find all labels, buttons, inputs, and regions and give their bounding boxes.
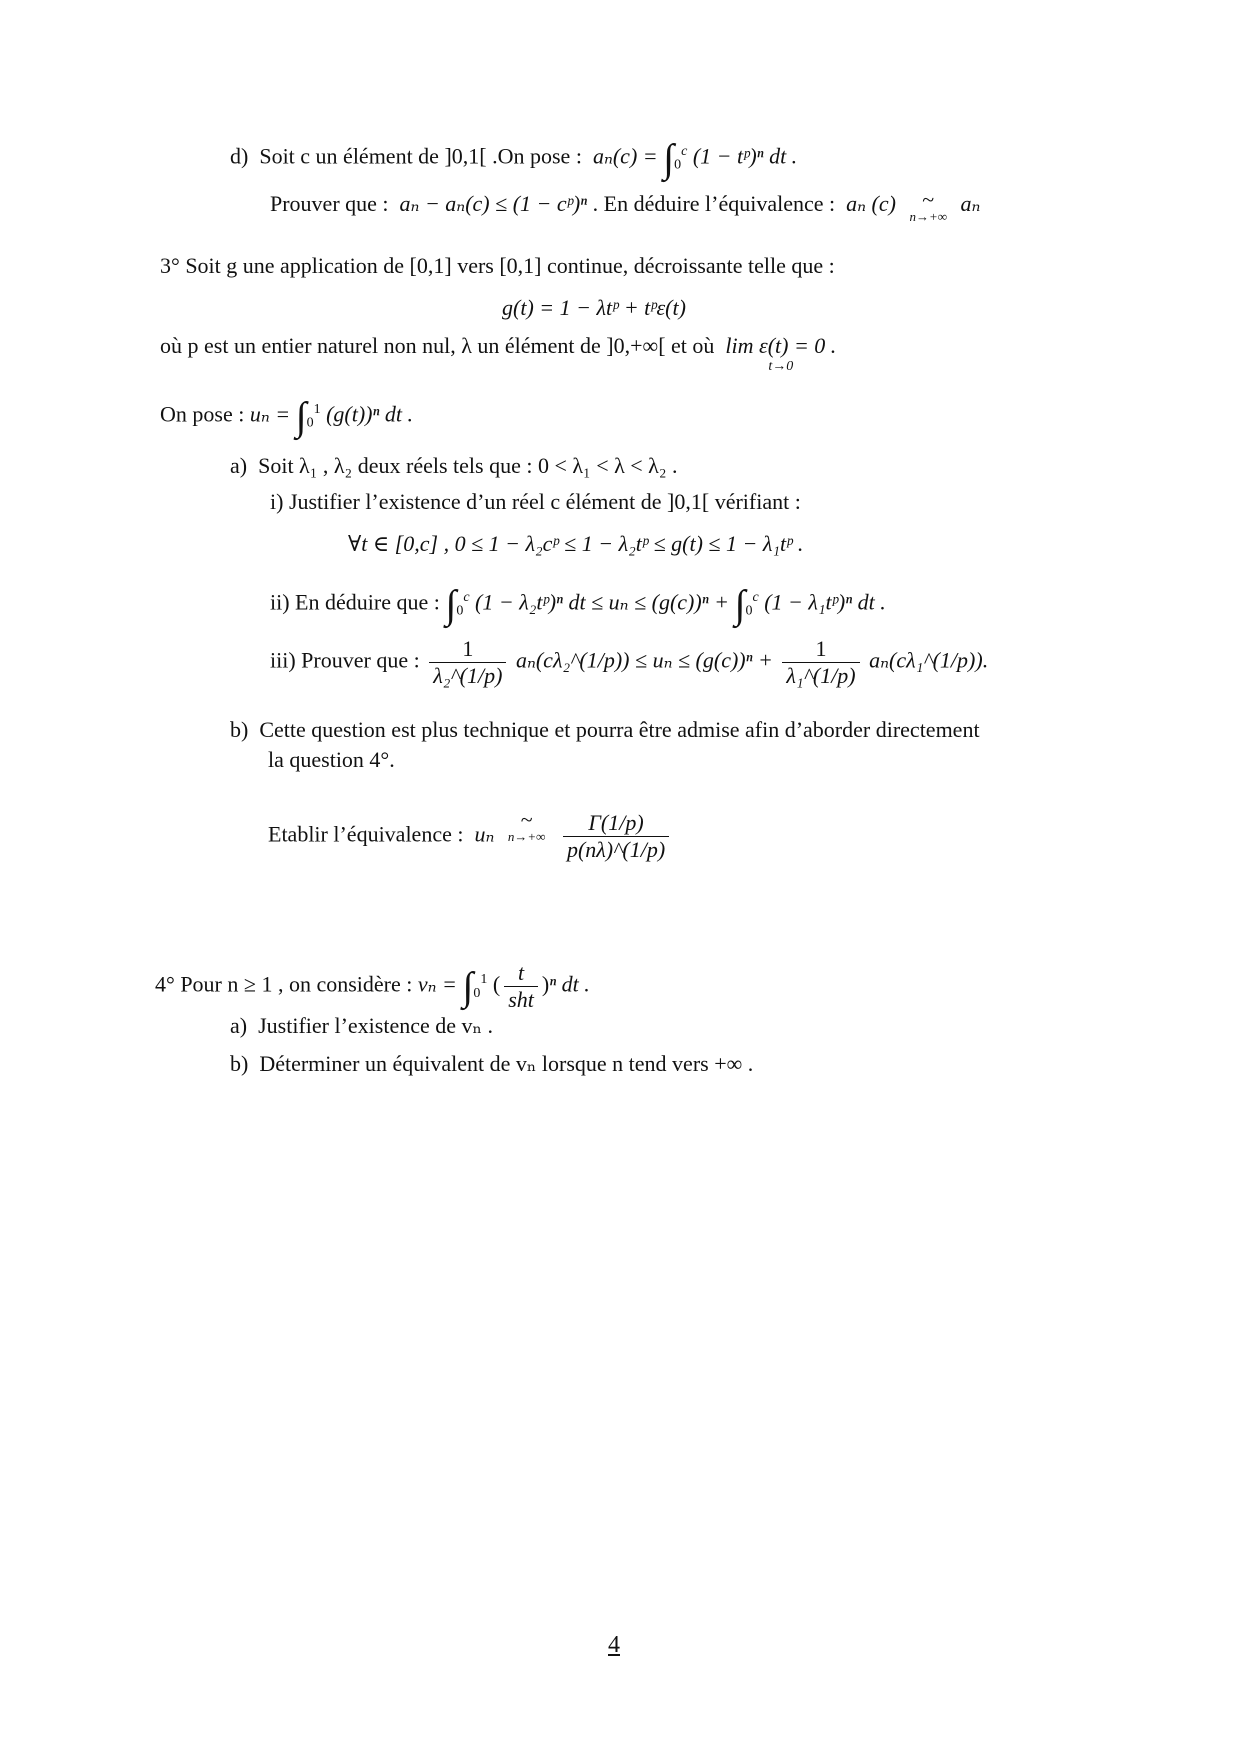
q3a-iii-mid: aₙ(cλ₂^(1/p)) ≤ uₙ ≤ (g(c))ⁿ +	[515, 647, 773, 673]
q3a-iii-line	[270, 636, 988, 689]
q3-text3: On pose :	[160, 401, 245, 427]
q3b-text2: la question 4°.	[268, 747, 395, 772]
q4b-text: Déterminer un équivalent de vₙ lorsque n tend vers +∞ .	[259, 1051, 754, 1076]
q3-label: 3°	[160, 253, 180, 278]
q3d-text1: Soit c un élément de ]0,1[ .On pose :	[259, 143, 582, 169]
q3d-text3: . En déduire l’équivalence :	[592, 191, 836, 216]
q4-line1: 4° Pour n ≥ 1 , on considère : $v_n = \int_0^1$ ( $\frac{t}{\text{sht}}$ )ⁿ dt .	[155, 960, 590, 1012]
integral-sign: ∫	[734, 581, 746, 627]
q4a-line	[230, 1012, 493, 1040]
q3-formula-un-b: (g(t))ⁿ dt .	[326, 401, 414, 427]
q3a-iii-frac1: $\frac{1}{\text{λ₂\textasciicircum{}(1/p)}}$	[429, 636, 506, 689]
q3b-frac: $\frac{\Gamma(1/p)}{p(n\lambda)\^{}(1/p)}$	[563, 810, 669, 863]
q3-text2: où p est un entier naturel non nul, λ un élément de ]0,+∞[ et où	[160, 333, 715, 358]
equivalence-symbol: ~ n→+∞	[909, 187, 948, 224]
q4-formula-end: ⁿ dt .	[549, 971, 590, 997]
q4-label: 4°	[155, 971, 175, 997]
q3d-formula1b: (1 − tᵖ)ⁿ dt .	[692, 143, 798, 169]
q4a-label: a)	[230, 1013, 248, 1038]
integral-upper: c	[752, 590, 759, 605]
q3-limit: lim ε(t) = 0 . t→0	[725, 333, 837, 374]
q3-text1: Soit g une application de [0,1] vers [0,1] continue, décroissante telle que :	[185, 253, 835, 278]
q4-formula-vn: vₙ =	[417, 971, 457, 997]
q3a-ii-line	[270, 581, 886, 627]
q3a-ii-text: ii) En déduire que :	[270, 589, 440, 615]
q3a-label: a)	[230, 453, 248, 478]
integral-upper: 1	[313, 402, 321, 417]
integral-lower: 0	[456, 603, 464, 619]
q3b-text1: Cette question est plus technique et pourra être admise afin d’aborder directement	[259, 717, 980, 742]
q3a-ii-formula-a: (1 − λ₂tᵖ)ⁿ dt ≤ uₙ ≤ (g(c))ⁿ +	[475, 589, 729, 615]
q3d-line1	[230, 135, 798, 181]
q3-line3	[160, 393, 414, 439]
q4b-line	[230, 1050, 753, 1078]
q3-formula-g: g(t) = 1 − λtᵖ + tᵖε(t)	[502, 295, 686, 320]
q4-frac: $\frac{t}{\text{sht}}$	[504, 960, 538, 1013]
integral-lower: 0	[674, 157, 682, 173]
integral-lower: 0	[306, 415, 314, 431]
q3a-iii-frac2: $\frac{1}{\text{λ₁\textasciicircum{}(1/p)}}$	[782, 636, 859, 689]
q3d-formula1: aₙ(c) =	[592, 143, 658, 169]
q3d-formula2: aₙ − aₙ(c) ≤ (1 − cᵖ)ⁿ	[399, 191, 588, 216]
equivalence-symbol: ~ n→+∞	[507, 807, 546, 844]
q4a-text: Justifier l’existence de vₙ .	[258, 1013, 494, 1038]
q3d-formula3b: aₙ	[960, 191, 981, 216]
q3a-iii-text: iii) Prouver que :	[270, 647, 420, 673]
q3-line1	[160, 252, 835, 280]
q3a-i-formula: ∀t ∈ [0,c] , 0 ≤ 1 − λ₂cᵖ ≤ 1 − λ₂tᵖ ≤ g(t) ≤ 1 − λ₁tᵖ .	[348, 531, 804, 556]
q3a-text: Soit λ₁ , λ₂ deux réels tels que : 0 < λ₁ < λ < λ₂ .	[258, 453, 678, 478]
integral-sign: ∫	[295, 393, 307, 439]
q3d-formula3a: aₙ (c)	[846, 191, 896, 216]
q3d-text2: Prouver que :	[270, 191, 389, 216]
integral-upper: 1	[480, 972, 488, 988]
integral-sign: ∫	[462, 963, 474, 1009]
q3b-label: b)	[230, 717, 249, 742]
q3d-line2	[270, 187, 981, 224]
integral-upper: c	[463, 590, 470, 605]
q4b-label: b)	[230, 1051, 249, 1076]
integral-upper: c	[681, 144, 688, 159]
integral-lower: 0	[473, 985, 481, 1001]
q3-formula-un: uₙ =	[249, 401, 291, 427]
q3-line2	[160, 332, 836, 374]
integral-sign: ∫	[663, 135, 675, 181]
integral-lower: 0	[745, 603, 753, 619]
page-number: 4	[608, 1632, 620, 1658]
integral-sign: ∫	[445, 581, 457, 627]
q3d-label: d)	[230, 143, 249, 169]
q3b-text3: Etablir l’équivalence :	[268, 821, 464, 847]
q3b-line1	[230, 716, 980, 744]
q4-text1: Pour n ≥ 1 , on considère :	[180, 971, 413, 997]
q3a-i-text: i) Justifier l’existence d’un réel c élément de ]0,1[ vérifiant :	[270, 489, 801, 514]
q3a-ii-formula-b: (1 − λ₁tᵖ)ⁿ dt .	[764, 589, 886, 615]
q3b-line3	[268, 807, 673, 863]
q3a-line	[230, 452, 678, 480]
q3b-formula-lhs: uₙ	[474, 821, 495, 847]
q3a-iii-end: aₙ(cλ₁^(1/p)).	[869, 647, 989, 673]
